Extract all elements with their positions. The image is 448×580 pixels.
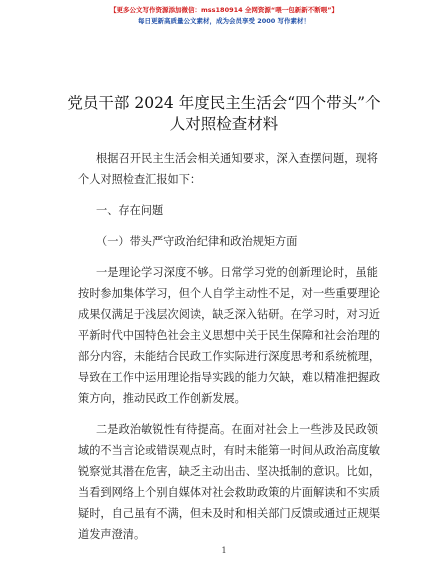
paragraph-line: 疑时，自己虽有不满，但未及时和相关部门反馈或通过正规渠 — [78, 507, 381, 520]
subsection-heading: （一）带头严守政治纪律和政治规矩方面 — [96, 235, 298, 248]
paragraph-line: 导致在工作中运用理论指导实践的能力欠缺，难以精准把握政 — [78, 371, 381, 384]
paragraph-line: 域的不当言论或错误观点时，有时未能第一时间从政治高度敏 — [78, 444, 381, 457]
paragraph-line: 平新时代中国特色社会主义思想中关于民生保障和社会治理的 — [78, 329, 381, 342]
paragraph-line: 二是政治敏锐性有待提高。在面对社会上一些涉及民政领 — [96, 423, 378, 436]
promo-banner-line-1: 【更多公文写作资源添加微信：mss180914 全网资源“喂一包新新不断喂”】 — [110, 6, 338, 14]
section-heading: 一、存在问题 — [96, 204, 164, 217]
paragraph-line: 锐察觉其潜在危害，缺乏主动出击、坚决抵制的意识。比如， — [78, 465, 381, 478]
paragraph-line: 成果仅满足于浅层次阅读，缺乏深入钻研。在学习时，对习近 — [78, 308, 381, 321]
intro-line: 根据召开民主生活会相关通知要求，深入查摆问题，现将 — [96, 152, 378, 165]
page-number: 1 — [221, 546, 227, 555]
paragraph-line: 道发声澄清。 — [78, 528, 146, 541]
paragraph-line: 按时参加集体学习，但个人自学主动性不足，对一些重要理论 — [78, 287, 381, 300]
paragraph-line: 当看到网络上个别自媒体对社会救助政策的片面解读和不实质 — [78, 486, 381, 499]
paragraph-line: 策方向，推动民政工作创新发展。 — [78, 392, 246, 405]
paragraph-line: 一是理论学习深度不够。日常学习党的创新理论时，虽能 — [96, 266, 378, 279]
document-title-line-1: 党员干部 2024 年度民主生活会“四个带头”个 — [67, 94, 381, 112]
document-title-line-2: 人对照检查材料 — [169, 115, 279, 133]
paragraph-line: 部分内容，未能结合民政工作实际进行深度思考和系统梳理， — [78, 350, 381, 363]
promo-banner-line-2: 每日更新高质量公文素材，成为会员享受 2000 写作素材！ — [137, 17, 311, 25]
intro-line: 个人对照检查汇报如下： — [78, 173, 202, 186]
